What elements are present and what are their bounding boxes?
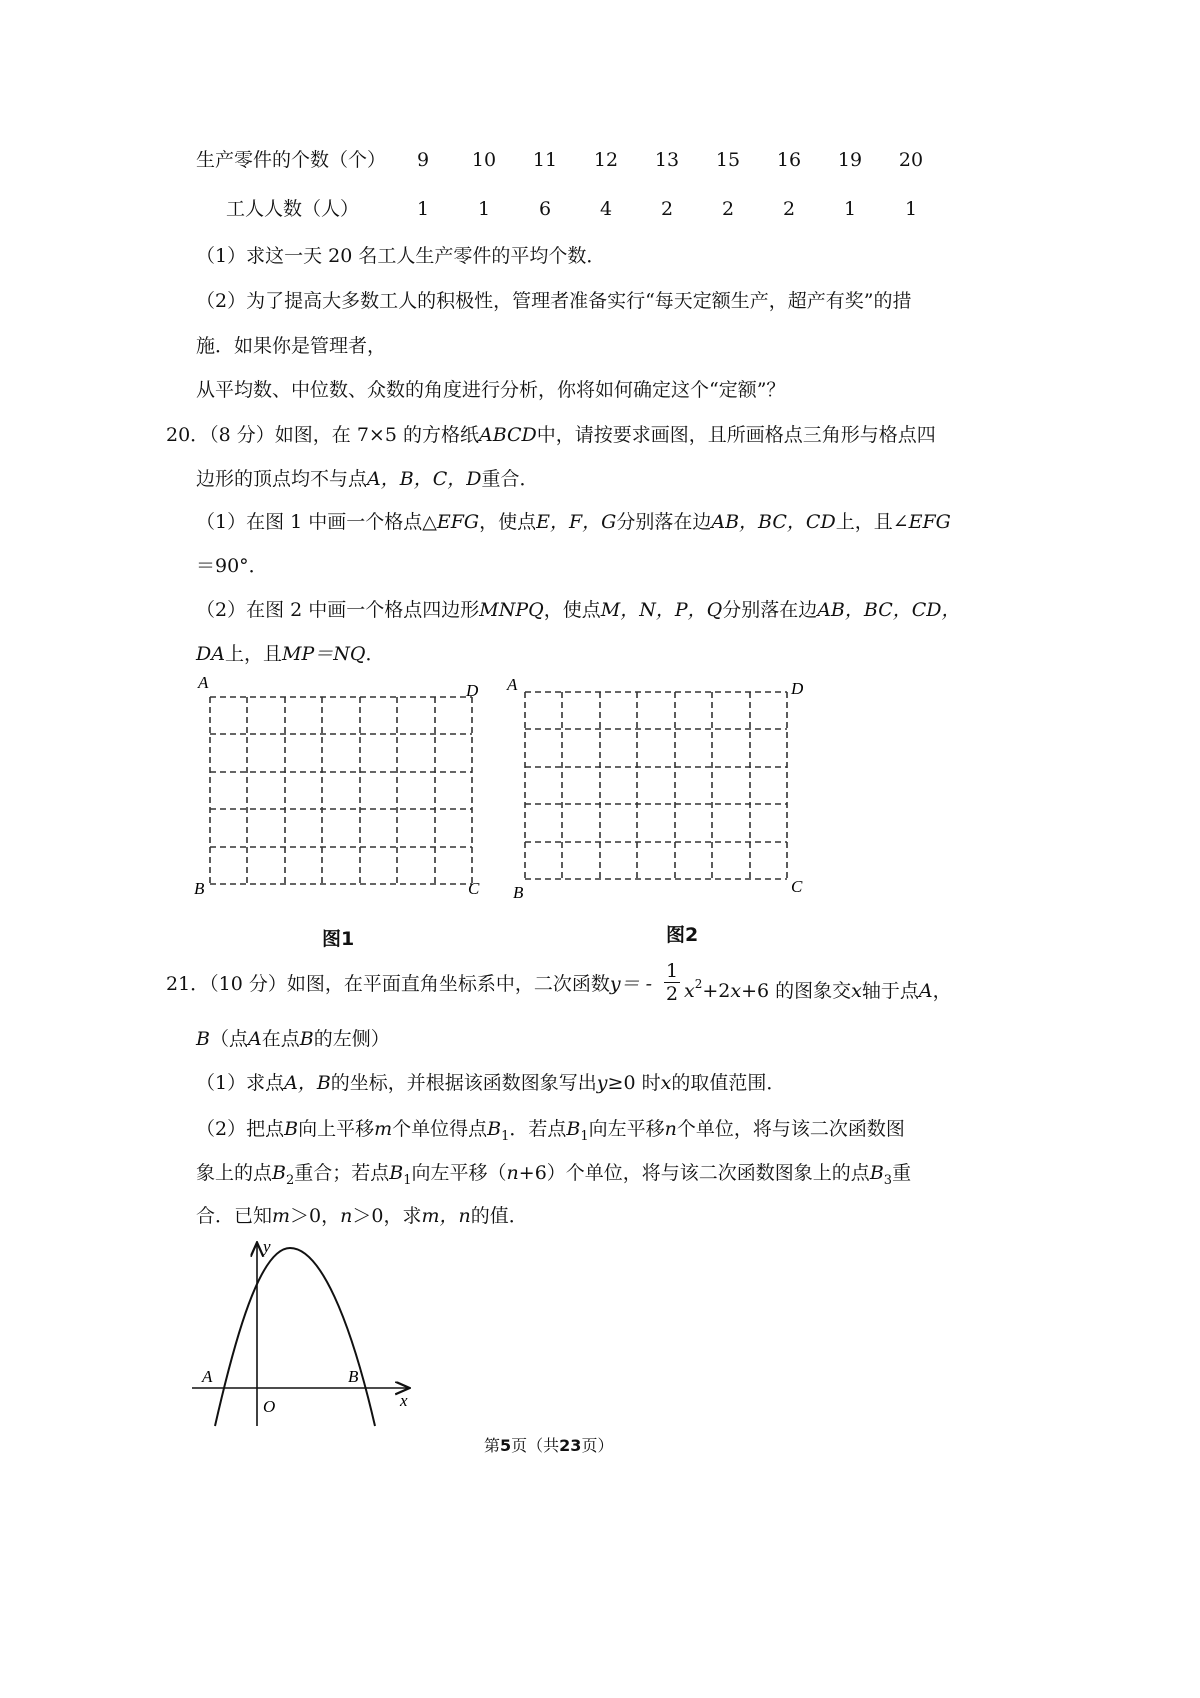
q21-s2-t3: 个单位得点 [392, 1118, 488, 1140]
q21-frac-den: 2 [665, 983, 679, 1005]
q21-comma: ， [932, 980, 952, 1002]
q20-sub2-line2 [196, 642, 384, 666]
q20-line1-rest: 中，请按要求画图，且所画格点三角形与格点四 [536, 424, 936, 446]
q21-s4-t4: 的值． [470, 1205, 528, 1227]
q20-sub1-line2: ＝90°． [196, 555, 268, 577]
q21-s4-mn: m，n [421, 1205, 471, 1227]
q21-s2-b1b-sub: 1 [580, 1129, 589, 1144]
table-row2-label: 工人人数（人） [226, 198, 360, 220]
table-cell: 13 [654, 149, 680, 171]
q21-s3-t2: 重合；若点 [294, 1162, 390, 1184]
q21-s2-m: m [374, 1118, 393, 1140]
q20-s2-mnpq: MNPQ [479, 599, 544, 621]
figure2-label: 图2 [666, 924, 699, 946]
table-cell: 1 [477, 198, 491, 220]
q20-line2 [196, 467, 539, 491]
q20-line2-text: 边形的顶点均不与点 [196, 468, 368, 490]
q20-s2a: （2）在图 2 中画一个格点四边形 [196, 599, 480, 621]
footer-pre: 第 [484, 1436, 501, 1455]
q21-x-axis-var: x [851, 980, 862, 1002]
q21-s1-y: y [596, 1072, 608, 1094]
q21-s1-t3: ≥0 时 [607, 1072, 661, 1094]
q21-s3-t5: 重 [892, 1162, 912, 1184]
q20-line1 [166, 423, 936, 447]
table-cell: 2 [660, 198, 674, 220]
parabola-graph [190, 1238, 420, 1428]
q21-s3-t3: 向左平移（ [411, 1162, 507, 1184]
fig2-point-a: A [507, 675, 518, 694]
q19-part2-line1: （2）为了提高大多数工人的积极性，管理者准备实行“每天定额生产，超产有奖”的措 [196, 290, 912, 312]
q21-l2-t2: 在点 [261, 1028, 300, 1050]
fig1-point-b: B [194, 879, 205, 898]
footer-mid: 页（共 [511, 1436, 560, 1455]
q21-s3-b3-sub: 3 [883, 1173, 893, 1188]
q20-sub2-line1 [196, 598, 961, 622]
table-cell: 11 [532, 149, 558, 171]
q21-point-a: A [918, 980, 933, 1002]
q20-number: 20．（8 分）如图，在 7×5 的方格纸 [166, 424, 479, 446]
q21-l2-t1: （点 [209, 1028, 248, 1050]
q19-part1: （1）求这一天 20 名工人生产零件的平均个数． [196, 245, 606, 267]
q21-line1 [166, 972, 652, 996]
footer-post: 页） [581, 1436, 614, 1455]
q21-frac-num: 1 [665, 960, 679, 982]
q21-s2-b1-sub: 1 [501, 1129, 510, 1144]
q21-x2: x [730, 980, 742, 1002]
grid2-lines [525, 692, 787, 879]
table-cell: 20 [898, 149, 924, 171]
table-cell: 15 [715, 149, 741, 171]
q21-s1-t2: 的坐标，并根据该函数图象写出 [330, 1072, 597, 1094]
table-cell: 1 [843, 198, 857, 220]
q21-intro: 21．（10 分）如图，在平面直角坐标系中，二次函数 [166, 973, 610, 995]
q20-s2e: ． [365, 643, 385, 665]
q20-line2-points: A，B，C，D [367, 468, 482, 490]
q21-sub2-line3 [196, 1204, 528, 1228]
table-cell: 19 [837, 149, 863, 171]
page-footer [484, 1433, 613, 1456]
q21-l2-a: A [247, 1028, 262, 1050]
q20-s1-efg: EFG [436, 511, 480, 533]
q21-s3-b3: B [869, 1162, 884, 1184]
table-cell: 12 [593, 149, 619, 171]
figure1-grid [190, 672, 500, 907]
parabola-curve [215, 1248, 375, 1426]
q19-part2-line3: 从平均数、中位数、众数的角度进行分析，你将如何确定这个“定额”？ [196, 379, 786, 401]
table-cell: 1 [904, 198, 918, 220]
q21-line2 [196, 1027, 390, 1051]
q21-s3-t4: +6）个单位，将与该二次函数图象上的点 [518, 1162, 870, 1184]
q21-s4-t1: 合．已知 [196, 1205, 273, 1227]
q21-s4-m: m [272, 1205, 291, 1227]
q21-s1-pts: A，B [284, 1072, 331, 1094]
q21-s2-t5: 向左平移 [588, 1118, 665, 1140]
table-cell: 10 [471, 149, 497, 171]
q21-s1-t1: （1）求点 [196, 1072, 285, 1094]
q20-line2-end: 重合． [481, 468, 539, 490]
q20-s1-edges: AB，BC，CD [711, 511, 836, 533]
q21-s4-t3: ＞0，求 [352, 1205, 422, 1227]
q21-plus6: +6 的图象交 [741, 980, 852, 1002]
q21-s3-t1: 象上的点 [196, 1162, 273, 1184]
q21-s3-b1-sub: 1 [403, 1173, 412, 1188]
table-cell: 6 [538, 198, 552, 220]
q20-abcd: ABCD [478, 424, 537, 446]
q21-line1-tail [684, 972, 952, 1003]
q21-intro-end: 轴于点 [861, 980, 919, 1002]
q20-s1d: 上，且∠ [835, 511, 909, 533]
q21-s2-b1b: B [566, 1118, 581, 1140]
fig2-point-c: C [791, 877, 803, 896]
graph-origin-label: O [263, 1397, 276, 1416]
table-cell: 2 [782, 198, 796, 220]
q20-s2-equation: MP＝NQ [281, 643, 366, 665]
q20-s1c: 分别落在边 [616, 511, 712, 533]
q20-s1-points: E，F，G [536, 511, 617, 533]
q21-s2-t6: 个单位，将与该二次函数图 [676, 1118, 905, 1140]
q21-sub2-line1 [196, 1117, 905, 1149]
footer-total-pages: 23 [559, 1436, 582, 1455]
graph-point-b: B [348, 1367, 359, 1386]
table-cell: 9 [416, 149, 430, 171]
q20-s1-angle: EFG [908, 511, 951, 533]
q21-fraction [664, 960, 680, 1005]
q21-l2-b2: B [299, 1028, 314, 1050]
graph-y-label: y [263, 1238, 271, 1256]
q20-s2c: 分别落在边 [722, 599, 818, 621]
footer-page-number: 5 [500, 1436, 512, 1455]
fig1-point-c: C [468, 879, 480, 898]
q20-s2-points: M，N，P，Q [600, 599, 723, 621]
q21-l2-t3: 的左侧） [313, 1028, 390, 1050]
q20-s2-edge-da: DA [196, 643, 225, 665]
q19-part2-line2: 施．如果你是管理者， [196, 335, 387, 357]
grid1-lines [210, 697, 472, 884]
q21-s3-b2-sub: 2 [285, 1173, 295, 1188]
q21-s3-b2: B [272, 1162, 286, 1184]
q21-y-eq: y＝ - [609, 973, 653, 995]
q21-plus2: +2 [702, 980, 731, 1002]
fig2-point-d: D [791, 679, 804, 698]
figure1-label: 图1 [322, 928, 355, 950]
figure2-grid [505, 672, 815, 907]
q21-sub1 [196, 1071, 785, 1095]
q21-exp: 2 [694, 977, 703, 991]
q20-s2b: ，使点 [543, 599, 601, 621]
table-cell: 1 [416, 198, 430, 220]
q21-s3-n: n [506, 1162, 519, 1184]
q20-s1b: ，使点 [479, 511, 537, 533]
q20-s2-edges: AB，BC，CD， [817, 599, 961, 621]
fig1-point-d: D [466, 681, 479, 700]
table-cell: 2 [721, 198, 735, 220]
q21-s2-b1: B [487, 1118, 502, 1140]
q20-s2d: 上，且 [224, 643, 282, 665]
q21-s2-t1: （2）把点 [196, 1118, 285, 1140]
table-row1-label: 生产零件的个数（个） [196, 149, 387, 171]
table-cell: 16 [776, 149, 802, 171]
q21-s2-t4: ．若点 [509, 1118, 567, 1140]
graph-x-label: x [400, 1391, 408, 1410]
q21-s4-n: n [340, 1205, 353, 1227]
q21-s3-b1: B [389, 1162, 404, 1184]
q20-sub1-line1 [196, 510, 951, 534]
q21-s4-t2: ＞0， [290, 1205, 341, 1227]
q20-s1a: （1）在图 1 中画一个格点△ [196, 511, 437, 533]
q21-x1: x [684, 980, 695, 1002]
graph-point-a: A [202, 1367, 213, 1386]
table-cell: 4 [599, 198, 613, 220]
q21-s2-n: n [664, 1118, 677, 1140]
q21-s1-x: x [660, 1072, 672, 1094]
q21-s2-b: B [284, 1118, 299, 1140]
q21-l2-b: B [196, 1028, 210, 1050]
fig1-point-a: A [198, 673, 209, 692]
q21-sub2-line2 [196, 1161, 911, 1193]
q21-s1-t4: 的取值范围． [671, 1072, 786, 1094]
fig2-point-b: B [513, 883, 524, 902]
q21-s2-t2: 向上平移 [298, 1118, 375, 1140]
